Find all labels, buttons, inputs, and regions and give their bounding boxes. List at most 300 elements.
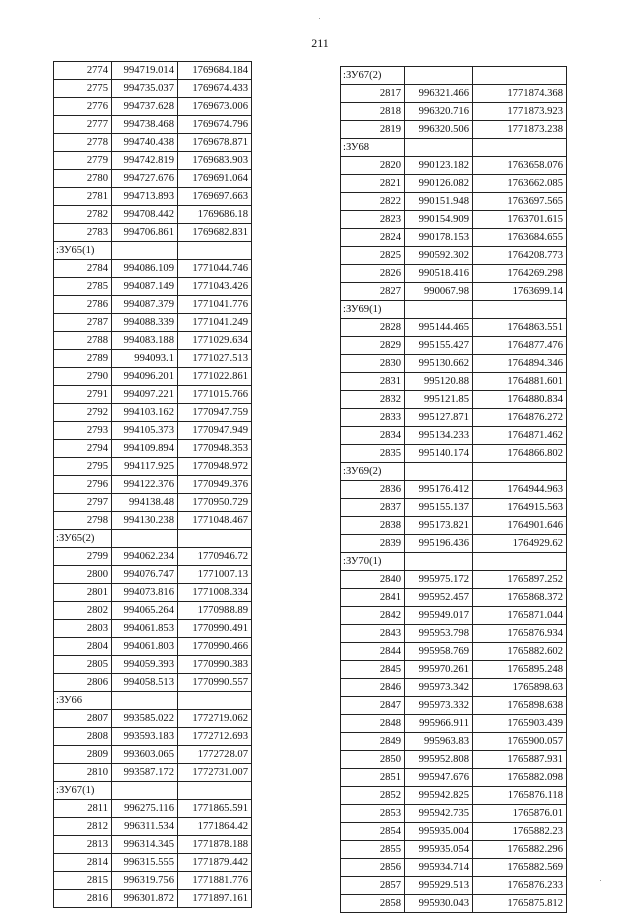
point-number-cell: 2797 [54,494,112,512]
point-number-cell: 2827 [341,283,405,301]
point-number-cell: 2798 [54,512,112,530]
section-empty-cell [473,463,567,481]
table-row [341,211,567,229]
x-coordinate-cell: 995970.261 [405,661,473,679]
point-number-cell: 2820 [341,157,405,175]
y-coordinate-cell: 1765876.01 [473,805,567,823]
point-number-cell: 2796 [54,476,112,494]
x-coordinate-cell: 994138.48 [112,494,178,512]
table-row [341,499,567,517]
y-coordinate-cell: 1765876.934 [473,625,567,643]
section-header-row [341,67,567,85]
x-coordinate-cell: 995975.172 [405,571,473,589]
x-coordinate-cell: 996321.466 [405,85,473,103]
y-coordinate-cell: 1771027.513 [178,350,252,368]
x-coordinate-cell: 995196.436 [405,535,473,553]
x-coordinate-cell: 994097.221 [112,386,178,404]
table-row [341,121,567,139]
point-number-cell: 2784 [54,260,112,278]
point-number-cell: 2843 [341,625,405,643]
x-coordinate-cell: 990067.98 [405,283,473,301]
y-coordinate-cell: 1764901.646 [473,517,567,535]
point-number-cell: 2789 [54,350,112,368]
y-coordinate-cell: 1765868.372 [473,589,567,607]
point-number-cell: 2842 [341,607,405,625]
y-coordinate-cell: 1764894.346 [473,355,567,373]
table-row [54,494,252,512]
table-row [341,517,567,535]
point-number-cell: 2846 [341,679,405,697]
x-coordinate-cell: 990151.948 [405,193,473,211]
x-coordinate-cell: 994088.339 [112,314,178,332]
point-number-cell: 2845 [341,661,405,679]
point-number-cell: 2853 [341,805,405,823]
x-coordinate-cell: 994713.893 [112,188,178,206]
x-coordinate-cell: 994130.238 [112,512,178,530]
table-row [54,260,252,278]
y-coordinate-cell: 1771865.591 [178,800,252,818]
y-coordinate-cell: 1769673.006 [178,98,252,116]
coordinates-table-left [53,61,252,908]
y-coordinate-cell: 1770948.972 [178,458,252,476]
table-row [54,800,252,818]
x-coordinate-cell: 994059.393 [112,656,178,674]
section-empty-cell [178,692,252,710]
point-number-cell: 2782 [54,206,112,224]
section-empty-cell [405,67,473,85]
x-coordinate-cell: 994708.442 [112,206,178,224]
x-coordinate-cell: 995947.676 [405,769,473,787]
y-coordinate-cell: 1771044.746 [178,260,252,278]
point-number-cell: 2803 [54,620,112,638]
x-coordinate-cell: 994742.819 [112,152,178,170]
y-coordinate-cell: 1769691.064 [178,170,252,188]
x-coordinate-cell: 994065.264 [112,602,178,620]
section-header-row [54,782,252,800]
x-coordinate-cell: 990518.416 [405,265,473,283]
x-coordinate-cell: 996311.534 [112,818,178,836]
x-coordinate-cell: 994062.234 [112,548,178,566]
table-row [341,175,567,193]
section-empty-cell [473,301,567,319]
x-coordinate-cell: 995935.054 [405,841,473,859]
x-coordinate-cell: 994076.747 [112,566,178,584]
y-coordinate-cell: 1771041.776 [178,296,252,314]
table-row [54,368,252,386]
x-coordinate-cell: 996315.555 [112,854,178,872]
table-row [341,103,567,121]
table-row [341,751,567,769]
table-row [54,746,252,764]
x-coordinate-cell: 996319.756 [112,872,178,890]
section-empty-cell [473,553,567,571]
x-coordinate-cell: 994061.853 [112,620,178,638]
table-row [341,283,567,301]
y-coordinate-cell: 1765903.439 [473,715,567,733]
y-coordinate-cell: 1764944.963 [473,481,567,499]
y-coordinate-cell: 1770948.353 [178,440,252,458]
point-number-cell: 2804 [54,638,112,656]
y-coordinate-cell: 1765876.118 [473,787,567,805]
section-label: :ЗУ69(2) [341,463,405,481]
point-number-cell: 2808 [54,728,112,746]
x-coordinate-cell: 995952.457 [405,589,473,607]
x-coordinate-cell: 994719.014 [112,62,178,80]
y-coordinate-cell: 1769674.433 [178,80,252,98]
table-row [54,98,252,116]
y-coordinate-cell: 1770990.557 [178,674,252,692]
y-coordinate-cell: 1764269.298 [473,265,567,283]
point-number-cell: 2779 [54,152,112,170]
y-coordinate-cell: 1771008.334 [178,584,252,602]
x-coordinate-cell: 994735.037 [112,80,178,98]
x-coordinate-cell: 994096.201 [112,368,178,386]
x-coordinate-cell: 993585.022 [112,710,178,728]
y-coordinate-cell: 1770946.72 [178,548,252,566]
x-coordinate-cell: 995155.137 [405,499,473,517]
table-row [341,769,567,787]
table-row [54,854,252,872]
point-number-cell: 2822 [341,193,405,211]
x-coordinate-cell: 995144.465 [405,319,473,337]
y-coordinate-cell: 1764915.563 [473,499,567,517]
point-number-cell: 2837 [341,499,405,517]
table-row [341,157,567,175]
y-coordinate-cell: 1765887.931 [473,751,567,769]
x-coordinate-cell: 990123.182 [405,157,473,175]
point-number-cell: 2785 [54,278,112,296]
section-empty-cell [405,463,473,481]
table-row [54,314,252,332]
table-row [341,877,567,895]
table-row [341,373,567,391]
section-empty-cell [178,242,252,260]
point-number-cell: 2833 [341,409,405,427]
point-number-cell: 2855 [341,841,405,859]
x-coordinate-cell: 996320.506 [405,121,473,139]
point-number-cell: 2849 [341,733,405,751]
point-number-cell: 2793 [54,422,112,440]
y-coordinate-cell: 1764929.62 [473,535,567,553]
table-row [54,512,252,530]
table-row [54,872,252,890]
y-coordinate-cell: 1765871.044 [473,607,567,625]
x-coordinate-cell: 994109.894 [112,440,178,458]
y-coordinate-cell: 1770990.466 [178,638,252,656]
x-coordinate-cell: 996314.345 [112,836,178,854]
section-header-row [54,692,252,710]
x-coordinate-cell: 995127.871 [405,409,473,427]
y-coordinate-cell: 1765900.057 [473,733,567,751]
section-empty-cell [112,242,178,260]
y-coordinate-cell: 1771043.426 [178,278,252,296]
x-coordinate-cell: 995934.714 [405,859,473,877]
table-row [54,602,252,620]
point-number-cell: 2850 [341,751,405,769]
section-label: :ЗУ65(2) [54,530,112,548]
y-coordinate-cell: 1764876.272 [473,409,567,427]
y-coordinate-cell: 1769678.871 [178,134,252,152]
section-empty-cell [473,139,567,157]
section-header-row [54,242,252,260]
point-number-cell: 2856 [341,859,405,877]
y-coordinate-cell: 1772728.07 [178,746,252,764]
x-coordinate-cell: 995973.332 [405,697,473,715]
y-coordinate-cell: 1764871.462 [473,427,567,445]
coordinates-table-left-body [54,62,252,908]
point-number-cell: 2791 [54,386,112,404]
y-coordinate-cell: 1764877.476 [473,337,567,355]
point-number-cell: 2780 [54,170,112,188]
point-number-cell: 2811 [54,800,112,818]
section-header-row [341,139,567,157]
x-coordinate-cell: 995973.342 [405,679,473,697]
section-label: :ЗУ68 [341,139,405,157]
table-row [54,728,252,746]
x-coordinate-cell: 994073.816 [112,584,178,602]
x-coordinate-cell: 994706.861 [112,224,178,242]
point-number-cell: 2817 [341,85,405,103]
x-coordinate-cell: 994103.162 [112,404,178,422]
x-coordinate-cell: 994087.149 [112,278,178,296]
point-number-cell: 2825 [341,247,405,265]
table-row [341,355,567,373]
x-coordinate-cell: 995930.043 [405,895,473,913]
table-row [341,427,567,445]
x-coordinate-cell: 995140.174 [405,445,473,463]
y-coordinate-cell: 1763699.14 [473,283,567,301]
y-coordinate-cell: 1771879.442 [178,854,252,872]
point-number-cell: 2823 [341,211,405,229]
section-label: :ЗУ65(1) [54,242,112,260]
point-number-cell: 2847 [341,697,405,715]
point-number-cell: 2844 [341,643,405,661]
table-row [54,170,252,188]
table-row [54,458,252,476]
point-number-cell: 2812 [54,818,112,836]
y-coordinate-cell: 1771878.188 [178,836,252,854]
y-coordinate-cell: 1769683.903 [178,152,252,170]
table-row [341,715,567,733]
table-row [341,391,567,409]
table-row [341,859,567,877]
point-number-cell: 2835 [341,445,405,463]
section-empty-cell [112,782,178,800]
y-coordinate-cell: 1771007.13 [178,566,252,584]
table-row [54,404,252,422]
section-empty-cell [405,553,473,571]
table-row [341,625,567,643]
point-number-cell: 2806 [54,674,112,692]
point-number-cell: 2831 [341,373,405,391]
point-number-cell: 2777 [54,116,112,134]
point-number-cell: 2839 [341,535,405,553]
point-number-cell: 2792 [54,404,112,422]
x-coordinate-cell: 994058.513 [112,674,178,692]
table-row [54,188,252,206]
point-number-cell: 2788 [54,332,112,350]
point-number-cell: 2814 [54,854,112,872]
table-row [54,80,252,98]
table-row [341,679,567,697]
y-coordinate-cell: 1769697.663 [178,188,252,206]
table-row [54,548,252,566]
section-empty-cell [112,530,178,548]
x-coordinate-cell: 994105.373 [112,422,178,440]
table-row [54,710,252,728]
y-coordinate-cell: 1771029.634 [178,332,252,350]
section-empty-cell [473,67,567,85]
x-coordinate-cell: 994093.1 [112,350,178,368]
point-number-cell: 2834 [341,427,405,445]
table-row [341,445,567,463]
y-coordinate-cell: 1772712.693 [178,728,252,746]
table-row [341,571,567,589]
y-coordinate-cell: 1770947.759 [178,404,252,422]
y-coordinate-cell: 1765875.812 [473,895,567,913]
point-number-cell: 2832 [341,391,405,409]
y-coordinate-cell: 1769686.18 [178,206,252,224]
table-row [54,116,252,134]
table-row [341,733,567,751]
table-row [54,350,252,368]
x-coordinate-cell: 996320.716 [405,103,473,121]
table-row [341,247,567,265]
x-coordinate-cell: 995935.004 [405,823,473,841]
point-number-cell: 2852 [341,787,405,805]
point-number-cell: 2858 [341,895,405,913]
table-row [341,697,567,715]
y-coordinate-cell: 1764208.773 [473,247,567,265]
point-number-cell: 2828 [341,319,405,337]
x-coordinate-cell: 993587.172 [112,764,178,782]
y-coordinate-cell: 1765882.098 [473,769,567,787]
table-row [341,319,567,337]
point-number-cell: 2775 [54,80,112,98]
table-row [54,476,252,494]
y-coordinate-cell: 1765897.252 [473,571,567,589]
x-coordinate-cell: 994087.379 [112,296,178,314]
point-number-cell: 2816 [54,890,112,908]
point-number-cell: 2851 [341,769,405,787]
section-empty-cell [405,301,473,319]
table-row [54,440,252,458]
coordinates-table-right-body [341,67,567,913]
x-coordinate-cell: 995134.233 [405,427,473,445]
y-coordinate-cell: 1765898.63 [473,679,567,697]
table-row [54,422,252,440]
y-coordinate-cell: 1771864.42 [178,818,252,836]
table-row [54,278,252,296]
scan-speck [600,880,601,881]
y-coordinate-cell: 1765882.602 [473,643,567,661]
point-number-cell: 2830 [341,355,405,373]
x-coordinate-cell: 990592.302 [405,247,473,265]
y-coordinate-cell: 1769674.796 [178,116,252,134]
point-number-cell: 2807 [54,710,112,728]
point-number-cell: 2799 [54,548,112,566]
y-coordinate-cell: 1771048.467 [178,512,252,530]
y-coordinate-cell: 1771881.776 [178,872,252,890]
section-label: :ЗУ66 [54,692,112,710]
point-number-cell: 2838 [341,517,405,535]
point-number-cell: 2824 [341,229,405,247]
table-row [54,638,252,656]
y-coordinate-cell: 1764863.551 [473,319,567,337]
y-coordinate-cell: 1771874.368 [473,85,567,103]
y-coordinate-cell: 1763662.085 [473,175,567,193]
y-coordinate-cell: 1765876.233 [473,877,567,895]
x-coordinate-cell: 995942.735 [405,805,473,823]
point-number-cell: 2790 [54,368,112,386]
point-number-cell: 2778 [54,134,112,152]
point-number-cell: 2841 [341,589,405,607]
table-row [341,643,567,661]
x-coordinate-cell: 994738.468 [112,116,178,134]
table-row [341,787,567,805]
table-row [54,818,252,836]
table-row [54,620,252,638]
table-row [341,85,567,103]
x-coordinate-cell: 995121.85 [405,391,473,409]
x-coordinate-cell: 995942.825 [405,787,473,805]
x-coordinate-cell: 995155.427 [405,337,473,355]
table-row [341,265,567,283]
table-row [341,337,567,355]
x-coordinate-cell: 996275.116 [112,800,178,818]
y-coordinate-cell: 1763658.076 [473,157,567,175]
section-empty-cell [112,692,178,710]
table-row [341,481,567,499]
point-number-cell: 2836 [341,481,405,499]
section-label: :ЗУ70(1) [341,553,405,571]
point-number-cell: 2800 [54,566,112,584]
point-number-cell: 2805 [54,656,112,674]
point-number-cell: 2813 [54,836,112,854]
section-header-row [54,530,252,548]
section-header-row [341,301,567,319]
y-coordinate-cell: 1765895.248 [473,661,567,679]
y-coordinate-cell: 1769684.184 [178,62,252,80]
table-row [341,823,567,841]
x-coordinate-cell: 995176.412 [405,481,473,499]
y-coordinate-cell: 1770950.729 [178,494,252,512]
y-coordinate-cell: 1771022.861 [178,368,252,386]
table-row [54,656,252,674]
point-number-cell: 2854 [341,823,405,841]
point-number-cell: 2826 [341,265,405,283]
y-coordinate-cell: 1771041.249 [178,314,252,332]
y-coordinate-cell: 1772719.062 [178,710,252,728]
y-coordinate-cell: 1771873.923 [473,103,567,121]
x-coordinate-cell: 994117.925 [112,458,178,476]
section-header-row [341,463,567,481]
y-coordinate-cell: 1770988.89 [178,602,252,620]
y-coordinate-cell: 1764880.834 [473,391,567,409]
section-label: :ЗУ69(1) [341,301,405,319]
table-row [54,134,252,152]
y-coordinate-cell: 1765882.23 [473,823,567,841]
point-number-cell: 2821 [341,175,405,193]
x-coordinate-cell: 994086.109 [112,260,178,278]
x-coordinate-cell: 995953.798 [405,625,473,643]
table-row [54,332,252,350]
table-row [341,895,567,913]
x-coordinate-cell: 996301.872 [112,890,178,908]
point-number-cell: 2801 [54,584,112,602]
x-coordinate-cell: 995120.88 [405,373,473,391]
x-coordinate-cell: 995130.662 [405,355,473,373]
